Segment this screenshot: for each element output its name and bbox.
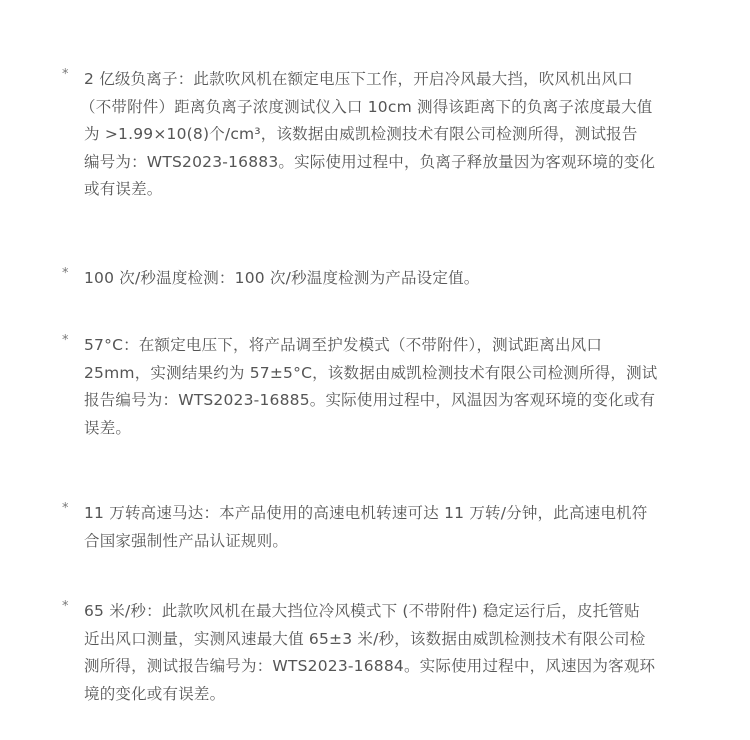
note-line: （不带附件）距离负离子浓度测试仪入口 10cm 测得该距离下的负离子浓度最大值 xyxy=(80,97,653,116)
note-line: 境的变化或有误差。 xyxy=(84,684,226,703)
asterisk-marker: * xyxy=(62,599,69,614)
asterisk-marker: * xyxy=(62,501,69,516)
note-line: 近出风口测量，实测风速最大值 65±3 米/秒，该数据由威凯检测技术有限公司检 xyxy=(84,629,646,648)
note-text xyxy=(84,332,722,442)
note-line: 11 万转高速马达：本产品使用的高速电机转速可达 11 万转/分钟，此高速电机符 xyxy=(84,504,648,522)
note-air-temperature xyxy=(62,332,722,442)
note-line: 2 亿级负离子：此款吹风机在额定电压下工作，开启冷风最大挡，吹风机出风口 xyxy=(84,70,633,88)
asterisk-marker: * xyxy=(62,67,69,82)
note-text xyxy=(84,500,722,555)
note-line: 误差。 xyxy=(84,418,132,437)
asterisk-marker: * xyxy=(62,266,69,281)
note-line: 为 >1.99×10(8)个/cm³，该数据由威凯检测技术有限公司检测所得，测试报告 xyxy=(84,125,638,143)
note-motor-speed xyxy=(62,500,722,555)
note-line: 合国家强制性产品认证规则。 xyxy=(84,531,289,550)
note-line: 100 次/秒温度检测：100 次/秒温度检测为产品设定值。 xyxy=(84,269,480,287)
note-negative-ions xyxy=(62,66,722,204)
note-line: 25mm，实测结果约为 57±5°C，该数据由威凯检测技术有限公司检测所得，测试 xyxy=(84,363,658,382)
note-text xyxy=(84,265,722,293)
asterisk-marker: * xyxy=(62,333,69,348)
note-line: 57°C：在额定电压下，将产品调至护发模式（不带附件），测试距离出风口 xyxy=(84,336,603,354)
note-line: 编号为：WTS2023-16883。实际使用过程中，负离子释放量因为客观环境的变化 xyxy=(84,152,656,171)
note-temperature-detection xyxy=(62,265,722,293)
note-line: 或有误差。 xyxy=(84,180,163,198)
note-wind-speed xyxy=(62,598,722,708)
note-text xyxy=(84,598,722,708)
note-line: 65 米/秒：此款吹风机在最大挡位冷风模式下 (不带附件) 稳定运行后，皮托管贴 xyxy=(84,602,640,620)
note-text xyxy=(80,66,722,204)
note-line: 测所得，测试报告编号为：WTS2023-16884。实际使用过程中，风速因为客观环 xyxy=(84,657,656,675)
note-line: 报告编号为：WTS2023-16885。实际使用过程中，风温因为客观环境的变化或有 xyxy=(84,391,656,409)
